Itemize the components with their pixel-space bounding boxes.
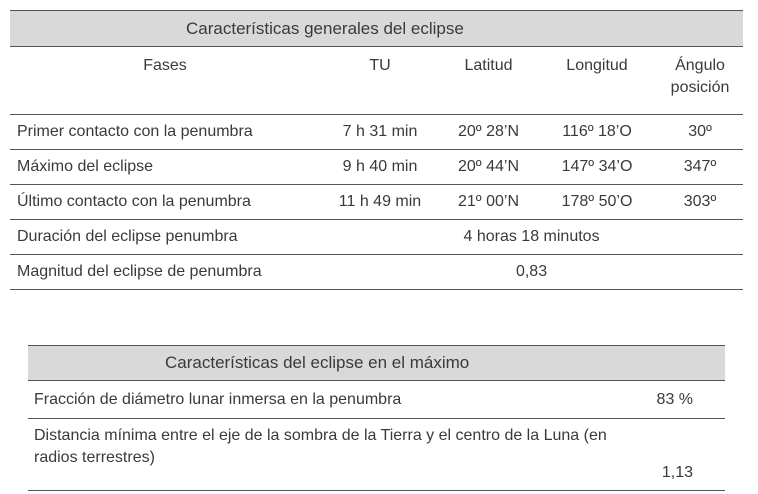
table-header-row xyxy=(28,346,725,381)
col-header-latitud: Latitud xyxy=(440,47,537,115)
angle-cell: 347º xyxy=(657,150,743,185)
distance-value: 1,13 xyxy=(625,419,725,491)
duration-value: 4 horas 18 minutos xyxy=(320,220,743,255)
eclipse-general-table xyxy=(10,10,743,290)
table-row xyxy=(10,150,743,185)
col-header-fases: Fases xyxy=(10,47,320,115)
phase-cell: Máximo del eclipse xyxy=(10,150,320,185)
fraction-value: 83 % xyxy=(625,381,725,419)
table-row xyxy=(10,115,743,150)
column-header-row xyxy=(10,47,743,115)
table-header-row xyxy=(10,11,743,47)
angle-cell: 30º xyxy=(657,115,743,150)
table2-title: Características del eclipse en el máximo xyxy=(28,346,725,381)
table1-title: Características generales del eclipse xyxy=(10,11,743,47)
lat-cell: 21º 00’N xyxy=(440,185,537,220)
magnitude-value: 0,83 xyxy=(320,255,743,290)
lat-cell: 20º 44’N xyxy=(440,150,537,185)
tu-cell: 7 h 31 min xyxy=(320,115,440,150)
lon-cell: 178º 50’O xyxy=(537,185,657,220)
table-row xyxy=(10,185,743,220)
col-header-tu: TU xyxy=(320,47,440,115)
magnitude-label: Magnitud del eclipse de penumbra xyxy=(10,255,320,290)
lon-cell: 116º 18’O xyxy=(537,115,657,150)
fraction-label: Fracción de diámetro lunar inmersa en la penumbra xyxy=(28,381,625,419)
col-header-longitud: Longitud xyxy=(537,47,657,115)
lon-cell: 147º 34’O xyxy=(537,150,657,185)
tu-cell: 9 h 40 min xyxy=(320,150,440,185)
tu-cell: 11 h 49 min xyxy=(320,185,440,220)
table-row xyxy=(28,381,725,419)
distance-label: Distancia mínima entre el eje de la sombra de la Tierra y el centro de la Luna (en radios terrestres) xyxy=(28,419,625,491)
phase-cell: Último contacto con la penumbra xyxy=(10,185,320,220)
duration-row xyxy=(10,220,743,255)
phase-cell: Primer contacto con la penumbra xyxy=(10,115,320,150)
col-header-angulo: Ángulo posición xyxy=(657,47,743,115)
eclipse-maximum-table xyxy=(28,345,725,491)
lat-cell: 20º 28’N xyxy=(440,115,537,150)
duration-label: Duración del eclipse penumbra xyxy=(10,220,320,255)
table-row xyxy=(28,419,725,491)
angle-cell: 303º xyxy=(657,185,743,220)
magnitude-row xyxy=(10,255,743,290)
